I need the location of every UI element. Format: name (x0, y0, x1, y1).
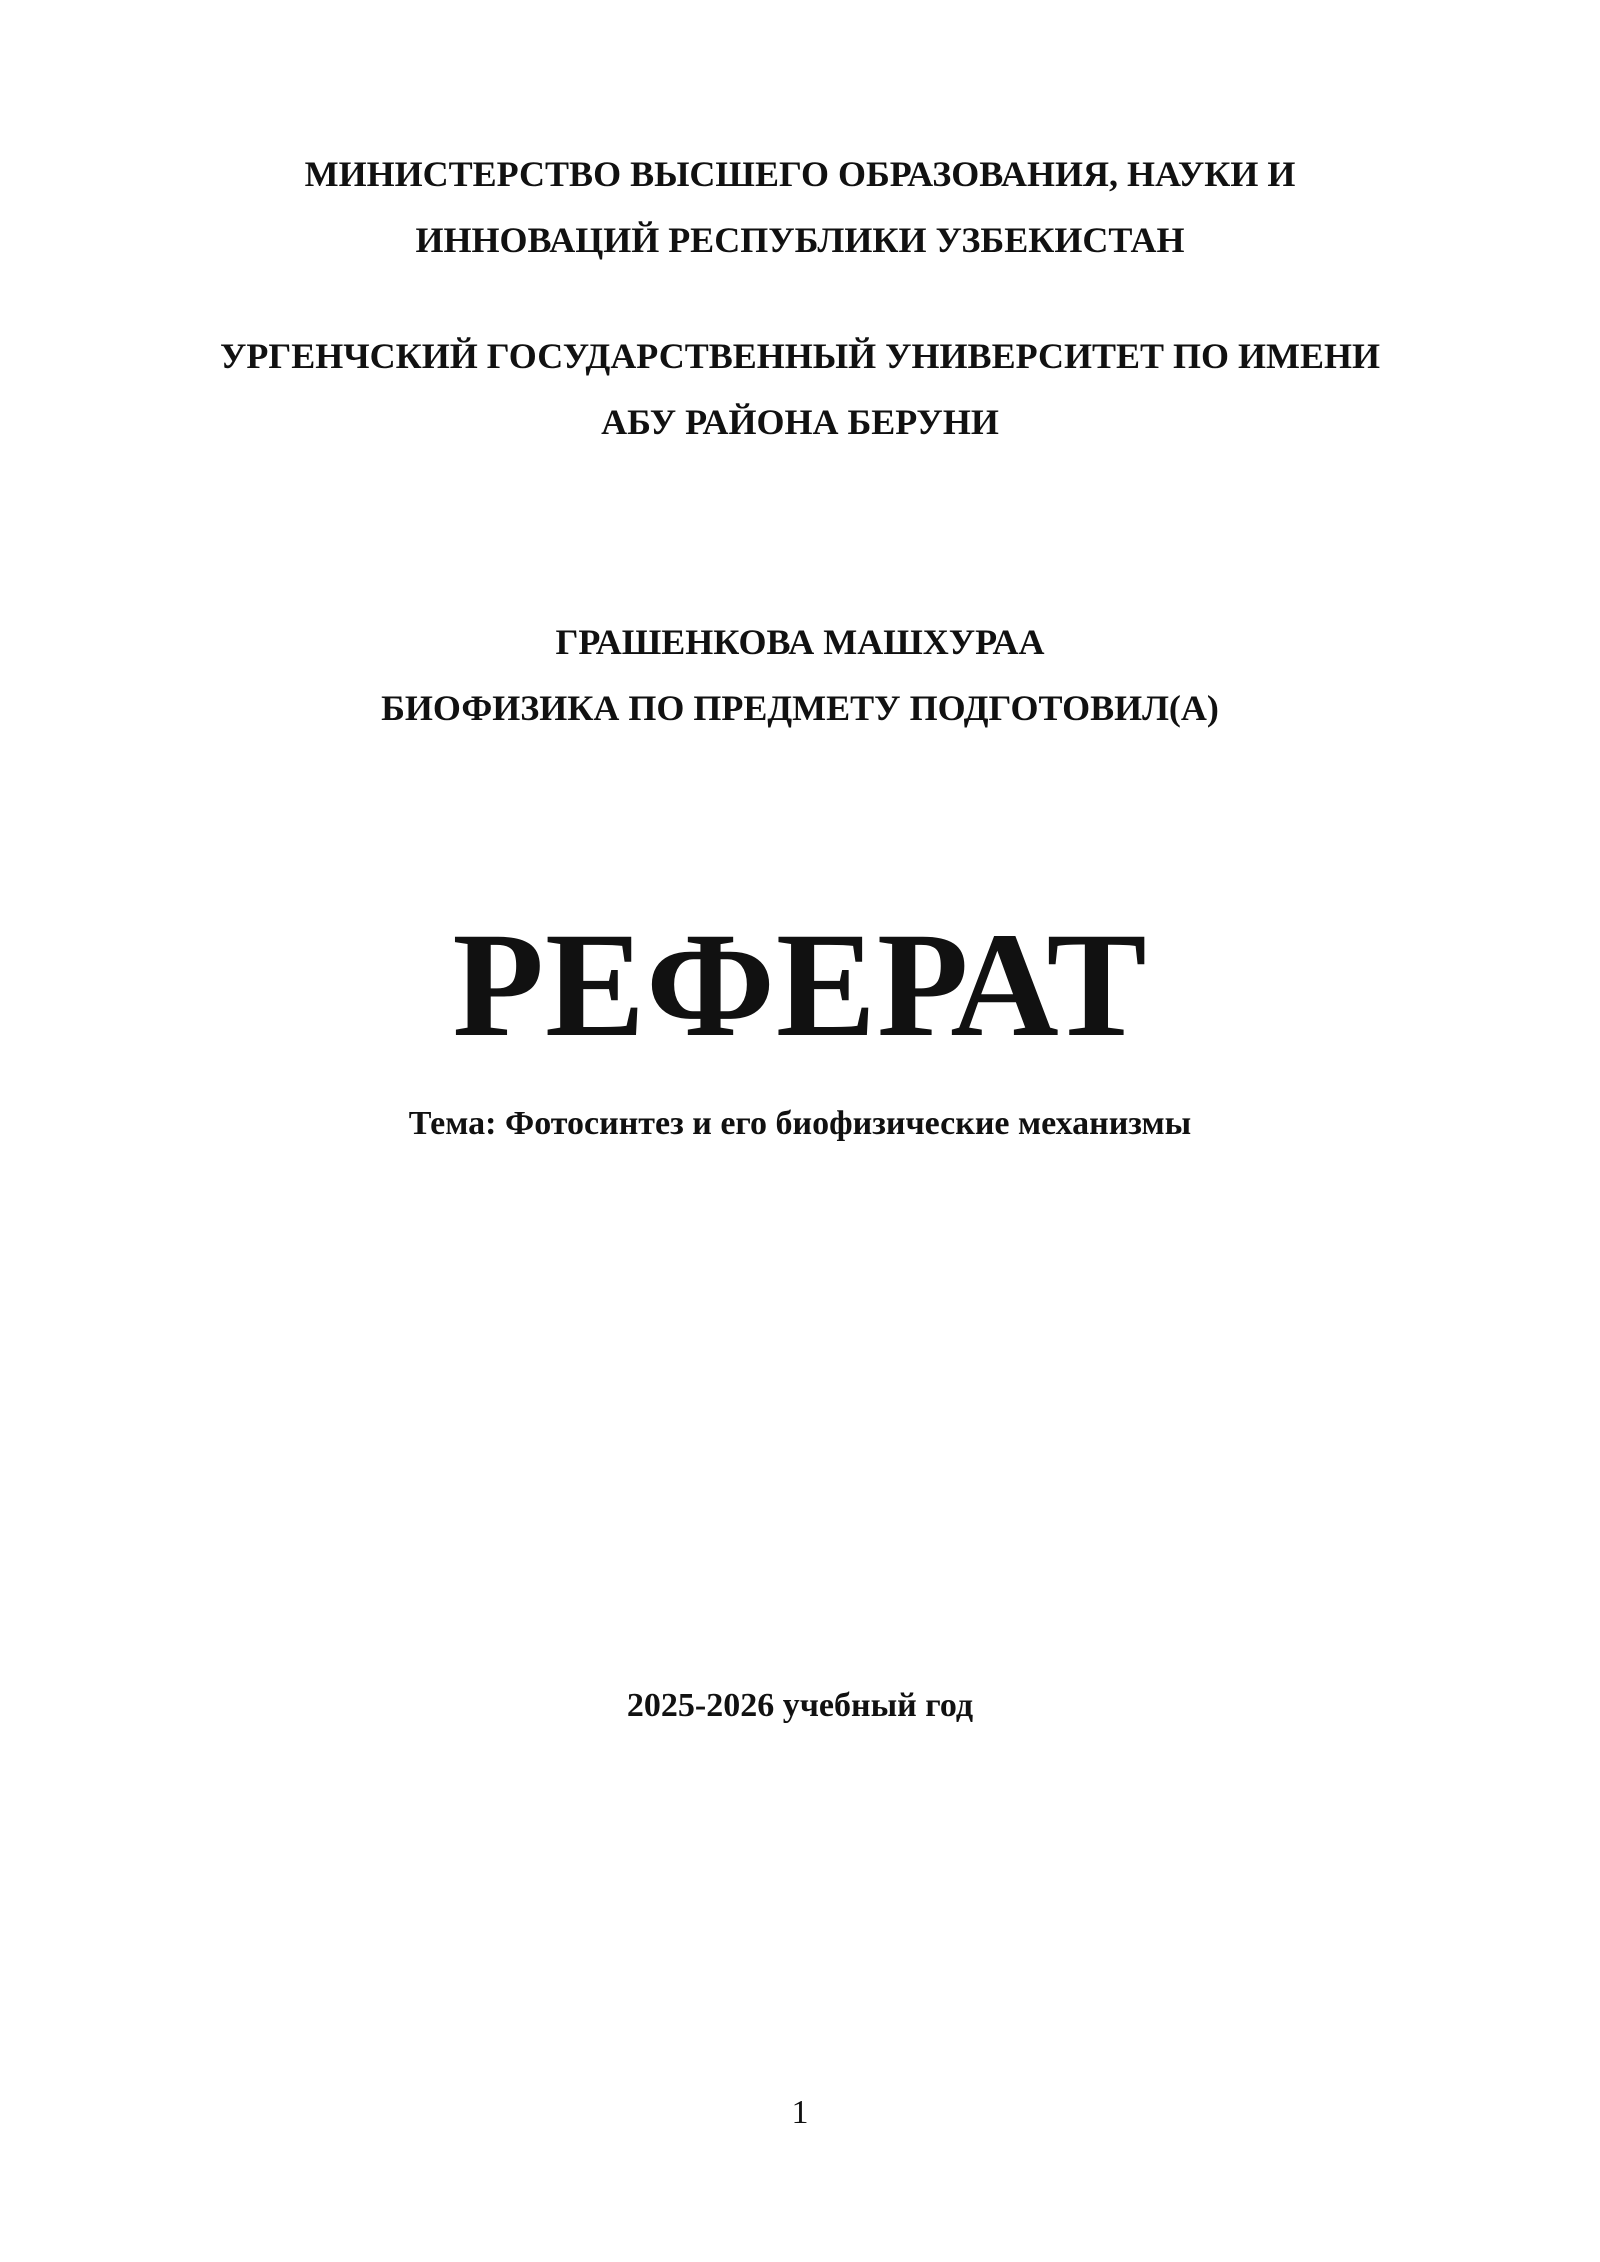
author-name: ГРАШЕНКОВА МАШХУРАА (555, 622, 1045, 662)
ministry-line-1: МИНИСТЕРСТВО ВЫСШЕГО ОБРАЗОВАНИЯ, НАУКИ И (304, 154, 1296, 194)
document-topic: Тема: Фотосинтез и его биофизические механизмы (408, 1105, 1192, 1142)
university-line-1: УРГЕНЧСКИЙ ГОСУДАРСТВЕННЫЙ УНИВЕРСИТЕТ ПО ИМЕНИ (219, 336, 1381, 376)
ministry-line-2: ИННОВАЦИЙ РЕСПУБЛИКИ УЗБЕКИСТАН (415, 220, 1185, 260)
document-title: РЕФЕРАТ (452, 902, 1148, 1068)
page-number: 1 (791, 2094, 809, 2131)
academic-year: 2025-2026 учебный год (626, 1687, 974, 1724)
subject-line: БИОФИЗИКА ПО ПРЕДМЕТУ ПОДГОТОВИЛ(А) (381, 688, 1219, 728)
university-line-2: АБУ РАЙОНА БЕРУНИ (601, 402, 999, 442)
